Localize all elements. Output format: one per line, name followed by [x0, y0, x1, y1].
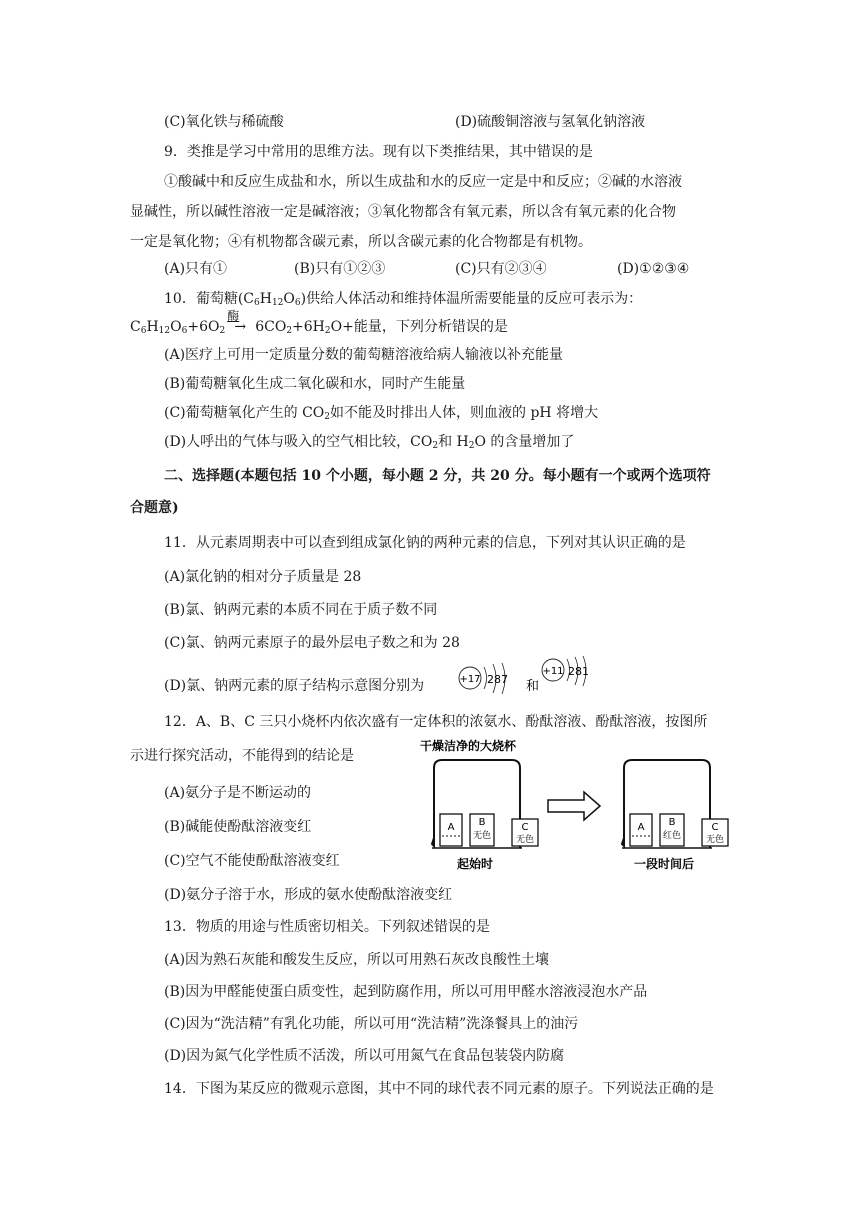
q9-option-d: (D)①②③④ [617, 261, 690, 277]
q9-body-line1: ①酸碱中和反应生成盐和水，所以生成盐和水的反应一定是中和反应；②碱的水溶液 [164, 174, 682, 190]
beaker-a-after [630, 814, 652, 846]
atom-structure-diagrams [455, 655, 595, 700]
beaker-c-colorless-label: 无色 [515, 835, 535, 845]
section-title-line2: 合题意) [130, 500, 179, 516]
section-title-line1: 二、选择题(本题包括 10 个小题，每小题 2 分，共 20 分。每小题有一个或两个选项符 [164, 468, 711, 484]
beaker-a-label: A [447, 822, 455, 833]
q13-option-b: (B)因为甲醛能使蛋白质变性，起到防腐作用，所以可用甲醛水溶液浸泡水产品 [164, 984, 648, 1000]
beaker-c-start [512, 819, 538, 846]
q12-option-b: (B)碱能使酚酞溶液变红 [164, 819, 312, 835]
beaker-b-after-label: B [668, 817, 676, 828]
q11-option-a: (A)氯化钠的相对分子质量是 28 [164, 569, 362, 585]
q13-stem: 13．物质的用途与性质密切相关。下列叙述错误的是 [164, 919, 490, 935]
beaker-c-after-colorless-label: 无色 [705, 835, 725, 845]
q9-body-line3: 一定是氧化物；④有机物都含碳元素，所以含碳元素的化合物都是有机物。 [130, 234, 592, 250]
q14-stem: 14．下图为某反应的微观示意图，其中不同的球代表不同元素的原子。下列说法正确的是 [164, 1081, 714, 1097]
beaker-b-colorless-label: 无色 [472, 831, 492, 841]
beaker-a-start [440, 814, 462, 846]
process-arrow [548, 792, 600, 820]
q9-option-c: (C)只有②③④ [455, 261, 547, 277]
q10-option-d: (D)人呼出的气体与吸入的空气相比较，$CO_2$和 $H_2O$ 的含量增加了 [164, 434, 575, 451]
beaker-a-after-label: A [637, 822, 645, 833]
q10-option-c: (C)葡萄糖氧化产生的 $CO_2$如不能及时排出人体，则血液的 pH 将增大 [164, 405, 599, 422]
q9-stem: 9．类推是学习中常用的思维方法。现有以下类推结果，其中错误的是 [164, 144, 593, 160]
beaker-b-after [660, 814, 684, 846]
and-word: 和 [526, 679, 540, 694]
q8-option-c: (C)氧化铁与稀硫酸 [164, 114, 284, 130]
q8-option-d: (D)硫酸铜溶液与氢氧化钠溶液 [455, 114, 646, 130]
cl-nucleus-label: +17 [459, 674, 481, 685]
beaker-c-after [702, 819, 728, 846]
q11-option-b: (B)氯、钠两元素的本质不同在于质子数不同 [164, 602, 438, 618]
na-nucleus-label: +11 [542, 666, 564, 677]
after-label: 一段时间后 [634, 857, 695, 871]
cl-shell-electrons: 287 [487, 673, 508, 686]
ammonia-experiment-figure [412, 736, 737, 876]
q13-option-a: (A)因为熟石灰能和酸发生反应，所以可用熟石灰改良酸性土壤 [164, 952, 550, 968]
q13-option-d: (D)因为氮气化学性质不活泼，所以可用氮气在食品包装袋内防腐 [164, 1048, 565, 1064]
q11-stem: 11．从元素周期表中可以查到组成氯化钠的两种元素的信息，下列对其认识正确的是 [164, 535, 686, 551]
chlorine-atom-diagram [459, 663, 508, 694]
q11-option-d: (D)氯、钠两元素的原子结构示意图分别为 [164, 678, 425, 694]
q13-option-c: (C)因为“洗洁精”有乳化功能，所以可用“洗洁精”洗涤餐具上的油污 [164, 1016, 579, 1032]
q12-option-d: (D)氨分子溶于水，形成的氨水使酚酞溶液变红 [164, 887, 453, 903]
enzyme-arrow: 酶 → [227, 309, 247, 335]
sodium-atom-diagram [542, 656, 589, 686]
q10-option-b: (B)葡萄糖氧化生成二氧化碳和水，同时产生能量 [164, 376, 466, 392]
q9-option-a: (A)只有① [164, 261, 228, 277]
beaker-b-red-label: 红色 [662, 831, 682, 841]
q11-option-c: (C)氯、钠两元素原子的最外层电子数之和为 28 [164, 635, 460, 651]
beaker-b-label: B [478, 817, 486, 828]
q12-stem-line2: 示进行探究活动，不能得到的结论是 [130, 748, 354, 764]
q12-stem-line1: 12．A、B、C 三只小烧杯内依次盛有一定体积的浓氨水、酚酞溶液、酚酞溶液，按图所 [164, 714, 708, 730]
figure-title-label: 干燥洁净的大烧杯 [420, 739, 517, 753]
q12-option-a: (A)氨分子是不断运动的 [164, 785, 312, 801]
na-shell-electrons: 281 [568, 665, 589, 678]
beaker-c-after-label: C [711, 822, 719, 833]
beaker-c-label: C [521, 822, 529, 833]
q10-stem: 10．葡萄糖$(C_6H_{12}O_6)$供给人体活动和维持体温所需要能量的反应可表示为： [164, 291, 643, 308]
q12-option-c: (C)空气不能使酚酞溶液变红 [164, 853, 340, 869]
start-label: 起始时 [457, 857, 494, 871]
q10-option-a: (A)医疗上可用一定质量分数的葡萄糖溶液给病人输液以补充能量 [164, 347, 564, 363]
q10-equation: $C_6H_{12}O_6+6O_2$ 酶 → $6CO_2+6H_2O+$能量，下列分析错误的是 [130, 309, 508, 336]
q9-option-b: (B)只有①②③ [294, 261, 386, 277]
q9-body-line2: 显碱性，所以碱性溶液一定是碱溶液；③氧化物都含有氧元素，所以含有氧元素的化合物 [130, 204, 676, 220]
beaker-b-start [470, 814, 494, 846]
